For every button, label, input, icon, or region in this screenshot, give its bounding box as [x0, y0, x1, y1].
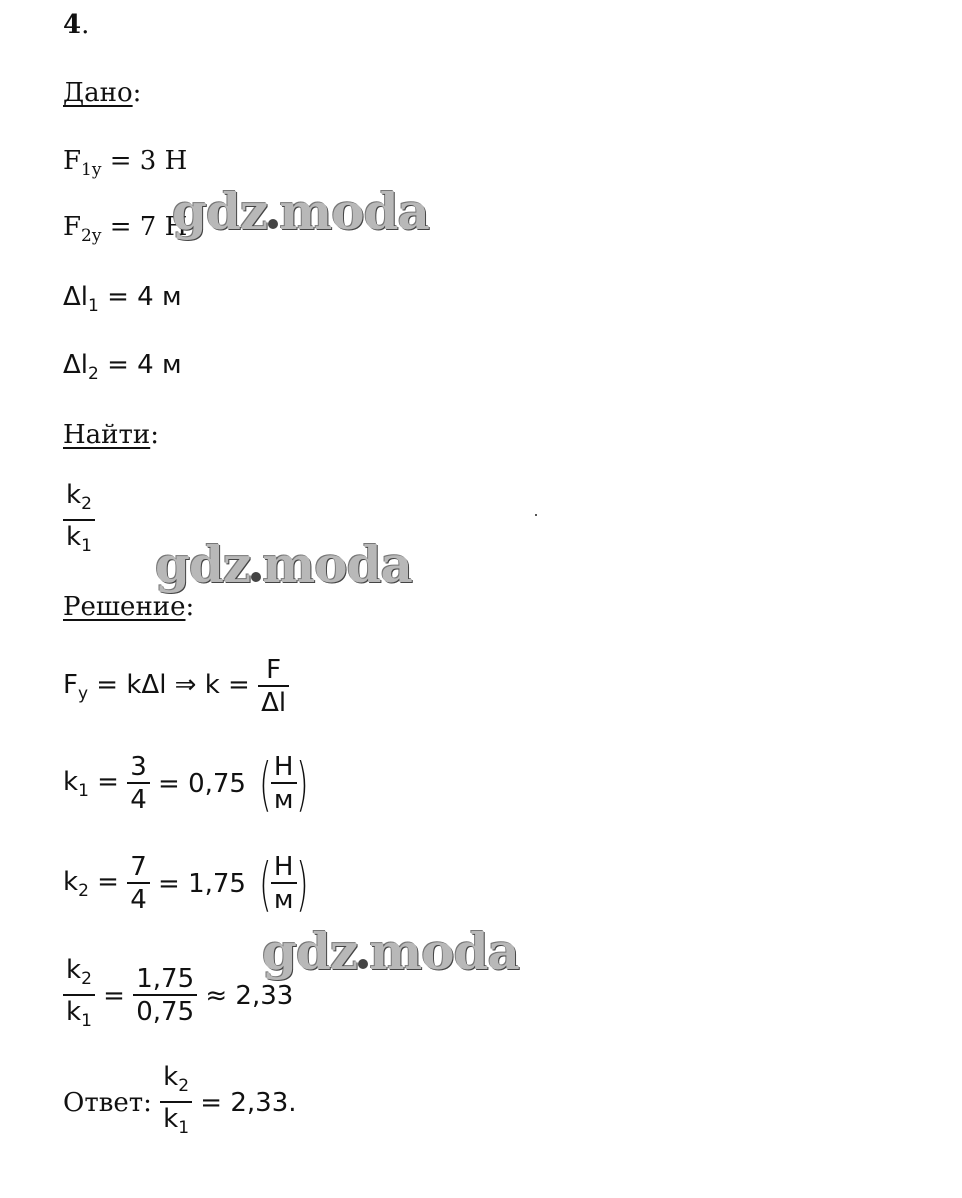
find-fraction: $\frac{k_2}{k_1}$	[63, 480, 95, 562]
given-heading: Дано:	[63, 78, 142, 108]
answer-line: Ответ: $\frac{k_2}{k_1}$ = 2,33.	[63, 1062, 297, 1138]
find-heading: Найти:	[63, 420, 159, 450]
given-f2: $F_{2y} = 7$ Н	[63, 212, 188, 246]
solution-heading: Решение:	[63, 592, 195, 622]
formula-line: $F_y = k\Delta l$ ⇒ k = $\frac{F}{\Delta l}$	[63, 655, 289, 719]
given-dl1: $\Delta l_1 = 4$ м	[63, 282, 182, 316]
ratio-line: $\frac{k_2}{k_1}$ = $\frac{1,75}{0,75}$ ≈ 2,33	[63, 955, 293, 1037]
problem-number: 4.	[63, 10, 90, 40]
given-f1: $F_{1y} = 3$ Н	[63, 146, 188, 180]
k2-line: $k_2$ = $\frac{7}{4}$ = 1,75 ( $\frac{Н}{м}$ )	[63, 850, 309, 918]
watermark: gdz moda	[172, 182, 429, 241]
k1-line: $k_1$ = $\frac{3}{4}$ = 0,75 ( $\frac{Н}{м}$ )	[63, 750, 309, 818]
watermark: gdz moda	[262, 922, 519, 981]
stray-mark	[535, 514, 537, 516]
given-dl2: $\Delta l_2 = 4$ м	[63, 350, 182, 384]
watermark: gdz moda	[155, 535, 412, 594]
